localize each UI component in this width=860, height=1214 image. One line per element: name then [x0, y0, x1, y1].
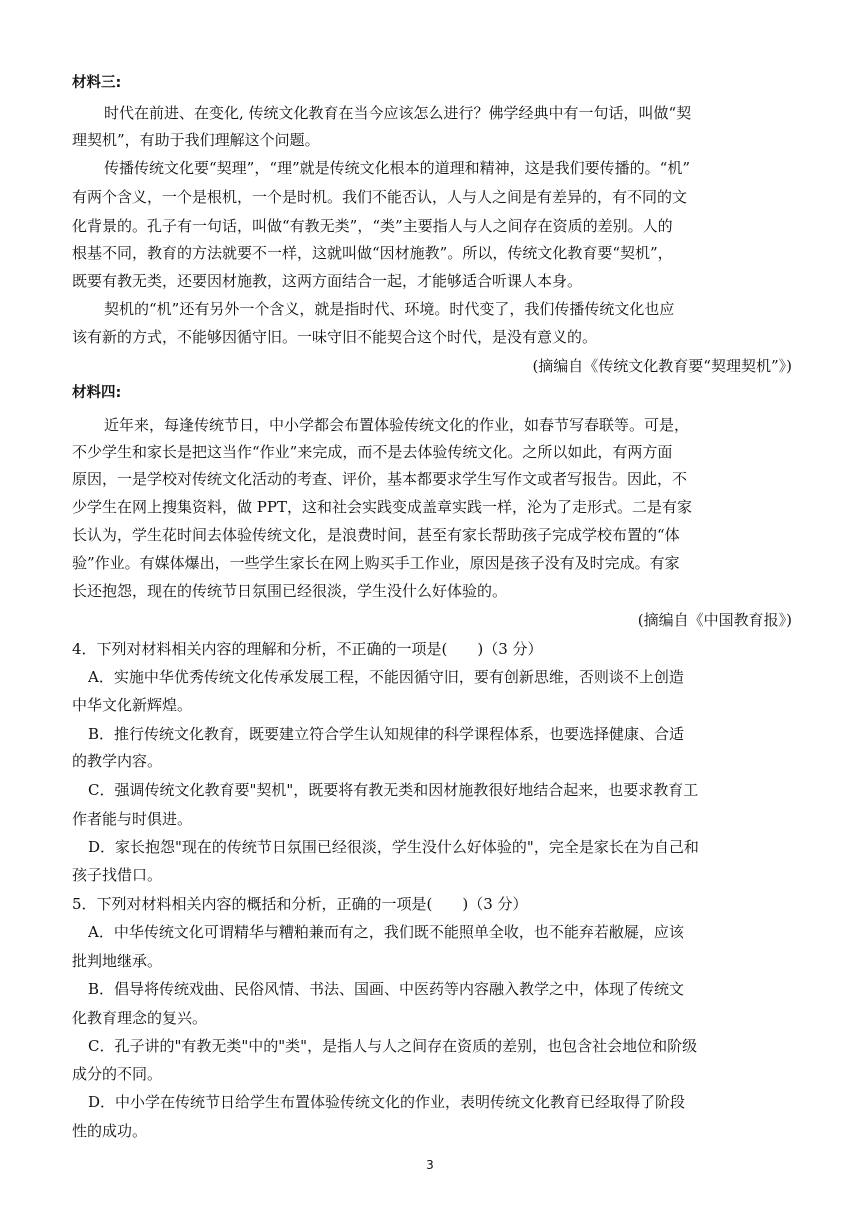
material3-source: (摘编自《传统文化教育要“契理契机”》) — [532, 357, 792, 375]
material4-p1-line7: 长还抱怨，现在的传统节日氛围已经很淡，学生没什么好体验的。 — [72, 582, 508, 600]
question4-option-a-line2: 中华文化新辉煌。 — [72, 696, 193, 714]
material4-p1-line4: 少学生在网上搜集资料，做 PPT，这和社会实践变成盖章实践一样，沦为了走形式。二是有家 — [72, 498, 692, 516]
question5-option-c-line1: C．孔子讲的"有教无类"中的"类"，是指人与人之间存在资质的差别，也包含社会地位和阶级 — [88, 1037, 698, 1055]
material4-p1-line2: 不少学生和家长是把这当作“作业”来完成，而不是去体验传统文化。之所以如此，有两方面 — [72, 443, 673, 461]
question4-option-a-line1: A．实施中华优秀传统文化传承发展工程，不能因循守旧，要有创新思维，否则谈不上创造 — [88, 668, 684, 686]
question5-option-a-line2: 批判地继承。 — [72, 952, 163, 970]
question5-option-b-line2: 化教育理念的复兴。 — [72, 1009, 208, 1027]
material4-p1-line6: 验”作业。有媒体爆出，一些学生家长在网上购买手工作业，原因是孩子没有及时完成。有家 — [72, 554, 680, 572]
material3-p1-line1: 时代在前进、在变化, 传统文化教育在当今应该怎么进行？佛学经典中有一句话，叫做“契 — [104, 104, 692, 122]
question4-option-c-line1: C．强调传统文化教育要"契机"，既要将有教无类和因材施教很好地结合起来，也要求教育工 — [88, 781, 699, 799]
question4-option-d-line2: 孩子找借口。 — [72, 866, 163, 884]
material4-source: (摘编自《中国教育报》) — [637, 611, 792, 629]
material3-p3-line1: 契机的“机”还有另外一个含义，就是指时代、环境。时代变了，我们传播传统文化也应 — [104, 300, 675, 318]
material4-p1-line3: 原因，一是学校对传统文化活动的考查、评价，基本都要求学生写作文或者写报告。因此，不 — [72, 470, 688, 488]
question5-stem: 5．下列对材料相关内容的概括和分析，正确的一项是( )（3 分） — [72, 895, 528, 913]
question4-option-d-line1: D．家长抱怨"现在的传统节日氛围已经很淡，学生没什么好体验的"，完全是家长在为自己和 — [88, 838, 699, 856]
material4-p1-line5: 长认为，学生花时间去体验传统文化，是浪费时间，甚至有家长帮助孩子完成学校布置的“体 — [72, 526, 680, 544]
question5-option-c-line2: 成分的不同。 — [72, 1065, 163, 1083]
material3-p2-line3: 化背景的。孔子有一句话，叫做“有教无类”，“类”主要指人与人之间存在资质的差别。人的 — [72, 217, 673, 235]
material3-p2-line5: 既要有教无类，还要因材施教，这两方面结合一起，才能够适合听课人本身。 — [72, 272, 583, 290]
question5-option-d-line2: 性的成功。 — [72, 1122, 148, 1140]
material3-p2-line1: 传播传统文化要“契理”，“理”就是传统文化根本的道理和精神，这是我们要传播的。“机” — [104, 159, 691, 177]
material3-p2-line2: 有两个含义，一个是根机，一个是时机。我们不能否认，人与人之间是有差异的，有不同的文 — [72, 188, 688, 206]
question4-option-b-line1: B．推行传统文化教育，既要建立符合学生认知规律的科学课程体系，也要选择健康、合适 — [88, 725, 685, 743]
question4-stem: 4．下列对材料相关内容的理解和分析，不正确的一项是( )（3 分） — [72, 640, 543, 658]
question4-option-c-line2: 作者能与时俱进。 — [72, 810, 193, 828]
material3-p3-line2: 该有新的方式，不能够因循守旧。一味守旧不能契合这个时代，是没有意义的。 — [72, 328, 598, 346]
question5-option-b-line1: B．倡导将传统戏曲、民俗风情、书法、国画、中医药等内容融入教学之中，体现了传统文 — [88, 980, 685, 998]
material4-heading: 材料四: — [72, 385, 122, 401]
question5-option-d-line1: D．中小学在传统节日给学生布置体验传统文化的作业，表明传统文化教育已经取得了阶段 — [88, 1093, 686, 1111]
material3-p1-line2: 理契机”，有助于我们理解这个问题。 — [72, 131, 320, 149]
question4-option-b-line2: 的教学内容。 — [72, 752, 163, 770]
material3-p2-line4: 根基不同，教育的方法就要不一样，这就叫做“因材施教”。所以，传统文化教育要“契机”， — [72, 244, 673, 262]
material4-p1-line1: 近年来，每逢传统节日，中小学都会布置体验传统文化的作业，如春节写春联等。可是， — [104, 416, 690, 434]
page-number: 3 — [426, 1158, 434, 1172]
material3-heading: 材料三: — [72, 75, 122, 91]
question5-option-a-line1: A．中华传统文化可谓精华与糟粕兼而有之，我们既不能照单全收，也不能弃若敝屣，应该 — [88, 923, 684, 941]
